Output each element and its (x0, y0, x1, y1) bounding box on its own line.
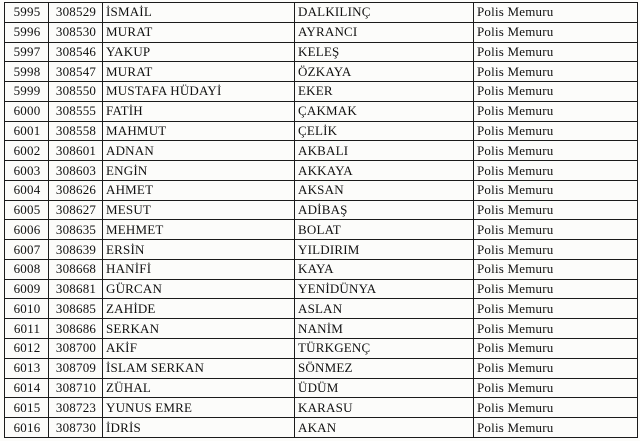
table-row (5, 200, 638, 220)
last-name-cell: BOLAT (295, 220, 474, 240)
last-name-cell: AYRANCI (295, 22, 474, 42)
sequence-number-cell: 6016 (5, 418, 49, 438)
title-cell: Polis Memuru (474, 121, 638, 141)
registry-number-cell: 308730 (49, 418, 103, 438)
first-name-cell: İSLAM SERKAN (103, 358, 295, 378)
title-cell: Polis Memuru (474, 339, 638, 359)
table-row (5, 259, 638, 279)
table-row (5, 161, 638, 181)
sequence-number-cell: 6005 (5, 200, 49, 220)
last-name-cell: ADİBAŞ (295, 200, 474, 220)
table-row (5, 3, 638, 23)
title-cell: Polis Memuru (474, 141, 638, 161)
last-name-cell: AKBALI (295, 141, 474, 161)
first-name-cell: YAKUP (103, 42, 295, 62)
registry-number-cell: 308601 (49, 141, 103, 161)
table-row (5, 101, 638, 121)
sequence-number-cell: 6011 (5, 319, 49, 339)
title-cell: Polis Memuru (474, 378, 638, 398)
title-cell: Polis Memuru (474, 101, 638, 121)
sequence-number-cell: 6001 (5, 121, 49, 141)
first-name-cell: MURAT (103, 22, 295, 42)
title-cell: Polis Memuru (474, 22, 638, 42)
table-row (5, 22, 638, 42)
last-name-cell: AKAN (295, 418, 474, 438)
last-name-cell: ÇELİK (295, 121, 474, 141)
table-row (5, 279, 638, 299)
sequence-number-cell: 6010 (5, 299, 49, 319)
first-name-cell: ZAHİDE (103, 299, 295, 319)
first-name-cell: MAHMUT (103, 121, 295, 141)
first-name-cell: HANİFİ (103, 259, 295, 279)
table-row (5, 418, 638, 438)
last-name-cell: KAYA (295, 259, 474, 279)
last-name-cell: KARASU (295, 398, 474, 418)
first-name-cell: FATİH (103, 101, 295, 121)
registry-number-cell: 308686 (49, 319, 103, 339)
table-row (5, 240, 638, 260)
first-name-cell: İDRİS (103, 418, 295, 438)
registry-number-cell: 308529 (49, 3, 103, 23)
table-row (5, 398, 638, 418)
registry-number-cell: 308546 (49, 42, 103, 62)
registry-number-cell: 308547 (49, 62, 103, 82)
sequence-number-cell: 6013 (5, 358, 49, 378)
registry-number-cell: 308626 (49, 180, 103, 200)
table-row (5, 319, 638, 339)
table-row (5, 220, 638, 240)
first-name-cell: MESUT (103, 200, 295, 220)
table-row (5, 378, 638, 398)
last-name-cell: YILDIRIM (295, 240, 474, 260)
registry-number-cell: 308530 (49, 22, 103, 42)
last-name-cell: ÖZKAYA (295, 62, 474, 82)
table-row (5, 358, 638, 378)
first-name-cell: MURAT (103, 62, 295, 82)
registry-number-cell: 308603 (49, 161, 103, 181)
first-name-cell: İSMAİL (103, 3, 295, 23)
first-name-cell: YUNUS EMRE (103, 398, 295, 418)
last-name-cell: EKER (295, 82, 474, 102)
title-cell: Polis Memuru (474, 279, 638, 299)
title-cell: Polis Memuru (474, 358, 638, 378)
title-cell: Polis Memuru (474, 259, 638, 279)
registry-number-cell: 308709 (49, 358, 103, 378)
first-name-cell: ERSİN (103, 240, 295, 260)
first-name-cell: ADNAN (103, 141, 295, 161)
last-name-cell: AKSAN (295, 180, 474, 200)
sequence-number-cell: 6003 (5, 161, 49, 181)
registry-number-cell: 308639 (49, 240, 103, 260)
last-name-cell: YENİDÜNYA (295, 279, 474, 299)
registry-number-cell: 308710 (49, 378, 103, 398)
title-cell: Polis Memuru (474, 161, 638, 181)
title-cell: Polis Memuru (474, 82, 638, 102)
registry-number-cell: 308723 (49, 398, 103, 418)
registry-number-cell: 308685 (49, 299, 103, 319)
first-name-cell: GÜRCAN (103, 279, 295, 299)
first-name-cell: MEHMET (103, 220, 295, 240)
title-cell: Polis Memuru (474, 42, 638, 62)
last-name-cell: DALKILINÇ (295, 3, 474, 23)
table-row (5, 42, 638, 62)
title-cell: Polis Memuru (474, 398, 638, 418)
title-cell: Polis Memuru (474, 62, 638, 82)
registry-number-cell: 308681 (49, 279, 103, 299)
registry-number-cell: 308558 (49, 121, 103, 141)
registry-number-cell: 308700 (49, 339, 103, 359)
title-cell: Polis Memuru (474, 299, 638, 319)
personnel-table-body (5, 3, 638, 438)
title-cell: Polis Memuru (474, 319, 638, 339)
sequence-number-cell: 5996 (5, 22, 49, 42)
registry-number-cell: 308550 (49, 82, 103, 102)
last-name-cell: TÜRKGENÇ (295, 339, 474, 359)
table-row (5, 141, 638, 161)
sequence-number-cell: 5997 (5, 42, 49, 62)
sequence-number-cell: 6002 (5, 141, 49, 161)
registry-number-cell: 308668 (49, 259, 103, 279)
last-name-cell: KELEŞ (295, 42, 474, 62)
sequence-number-cell: 6009 (5, 279, 49, 299)
sequence-number-cell: 6007 (5, 240, 49, 260)
sequence-number-cell: 6000 (5, 101, 49, 121)
last-name-cell: AKKAYA (295, 161, 474, 181)
table-row (5, 62, 638, 82)
table-row (5, 82, 638, 102)
registry-number-cell: 308627 (49, 200, 103, 220)
sequence-number-cell: 6006 (5, 220, 49, 240)
last-name-cell: ÇAKMAK (295, 101, 474, 121)
sequence-number-cell: 5995 (5, 3, 49, 23)
sequence-number-cell: 5999 (5, 82, 49, 102)
registry-number-cell: 308555 (49, 101, 103, 121)
registry-number-cell: 308635 (49, 220, 103, 240)
title-cell: Polis Memuru (474, 240, 638, 260)
first-name-cell: SERKAN (103, 319, 295, 339)
first-name-cell: AKİF (103, 339, 295, 359)
sequence-number-cell: 6015 (5, 398, 49, 418)
title-cell: Polis Memuru (474, 200, 638, 220)
first-name-cell: ENGİN (103, 161, 295, 181)
title-cell: Polis Memuru (474, 3, 638, 23)
sequence-number-cell: 6012 (5, 339, 49, 359)
table-row (5, 180, 638, 200)
first-name-cell: MUSTAFA HÜDAYİ (103, 82, 295, 102)
title-cell: Polis Memuru (474, 180, 638, 200)
table-row (5, 121, 638, 141)
last-name-cell: ASLAN (295, 299, 474, 319)
last-name-cell: SÖNMEZ (295, 358, 474, 378)
sequence-number-cell: 6008 (5, 259, 49, 279)
title-cell: Polis Memuru (474, 418, 638, 438)
first-name-cell: AHMET (103, 180, 295, 200)
title-cell: Polis Memuru (474, 220, 638, 240)
sequence-number-cell: 5998 (5, 62, 49, 82)
first-name-cell: ZÜHAL (103, 378, 295, 398)
sequence-number-cell: 6014 (5, 378, 49, 398)
personnel-table (4, 2, 638, 438)
table-row (5, 299, 638, 319)
last-name-cell: NANİM (295, 319, 474, 339)
table-row (5, 339, 638, 359)
last-name-cell: ÜDÜM (295, 378, 474, 398)
sequence-number-cell: 6004 (5, 180, 49, 200)
